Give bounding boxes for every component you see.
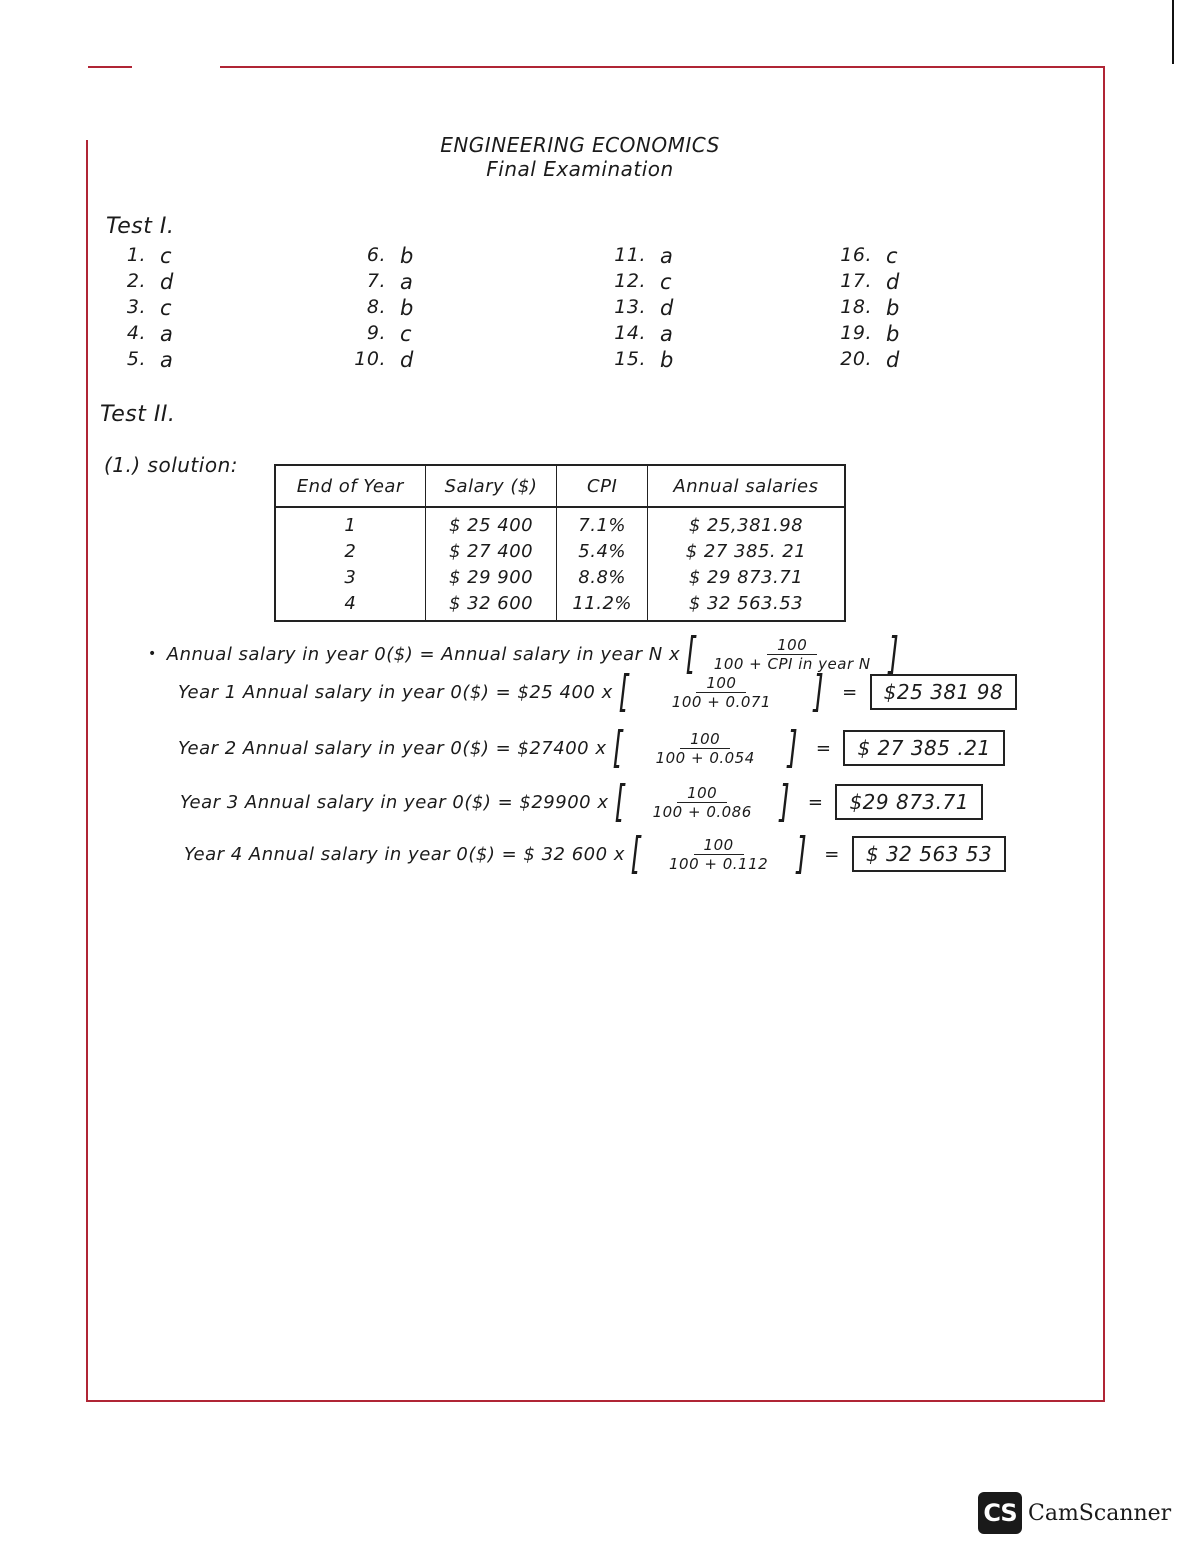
formula-fraction [704,636,881,673]
boxed-result: $25 381 98 [870,674,1018,710]
answer-item: 2. d [126,270,174,294]
left-bracket: [ [618,666,629,717]
formula-fraction [632,784,772,821]
test1-heading: Test I. [106,214,175,239]
year2-formula [178,722,1005,773]
equals-sign: = [842,681,858,703]
fraction-denominator: 100 + CPI in year N [713,654,871,673]
table-cell: 7.1% [557,507,648,538]
year4-formula [184,828,1006,879]
page-subtitle: Final Examination [486,157,674,181]
answer-item: 14. a [614,322,674,346]
year1-formula [178,666,1017,717]
fraction-denominator: 100 + 0.071 [671,692,771,711]
answer-item: 12. c [614,270,673,294]
table-cell: $ 27 385. 21 [647,538,845,564]
table-row [275,538,845,564]
table-cell: 1 [275,507,425,538]
right-bracket: ] [796,828,807,879]
boxed-result: $ 32 563 53 [852,836,1006,872]
scan-edge-line [1172,0,1174,64]
fraction-numerator: 100 [767,636,817,655]
table-cell: $ 27 400 [425,538,557,564]
answer-item: 5. a [126,348,174,372]
answer-item: 16. c [840,244,899,268]
page-border-right [1103,66,1105,1402]
answer-item: 4. a [126,322,174,346]
camscanner-logo-text: CamScanner [1028,1500,1172,1526]
right-bracket: ] [779,776,791,827]
table-cell: 11.2% [557,590,648,621]
formula-lhs: Year 2 Annual salary in year 0($) = $27400 x [178,737,607,759]
fraction-numerator: 100 [680,730,730,749]
fraction-numerator: 100 [694,836,744,855]
column-header: End of Year [275,465,425,507]
bullet-dot: • [148,646,157,662]
right-bracket: ] [787,722,799,773]
formula-lhs: Annual salary in year 0($) = Annual salary in year N x [166,643,681,665]
answer-item: 17. d [840,270,900,294]
page-border-top-left [88,66,132,68]
equals-sign: = [824,843,840,865]
table-row [275,590,845,621]
answer-column-1 [100,244,190,374]
fraction-denominator: 100 + 0.054 [655,748,755,767]
table-row [275,507,845,538]
formula-lhs: Year 4 Annual salary in year 0($) = $ 32 600 x [184,843,625,865]
answer-column-2 [340,244,430,374]
answer-item: 1. c [126,244,173,268]
answer-item: 13. d [614,296,674,320]
left-bracket: [ [685,628,697,679]
left-bracket: [ [614,776,625,827]
year3-formula [180,776,983,827]
answer-item: 20. d [840,348,900,372]
table-cell: 8.8% [557,564,648,590]
camscanner-logo-icon: CS [978,1492,1022,1534]
table-cell: $ 29 900 [425,564,557,590]
table-cell: $ 25 400 [425,507,557,538]
answer-column-4 [826,244,916,374]
formula-lhs: Year 1 Annual salary in year 0($) = $25 400 x [178,681,613,703]
left-bracket: [ [612,722,623,773]
answer-item: 11. a [614,244,674,268]
right-bracket: ] [813,666,825,717]
formula-fraction [630,730,780,767]
column-header: Salary ($) [425,465,557,507]
test2-heading: Test II. [100,402,176,427]
column-header: Annual salaries [647,465,845,507]
answer-item: 9. c [366,322,413,346]
table-cell: 3 [275,564,425,590]
answer-item: 15. b [614,348,674,372]
answer-column-3 [600,244,690,374]
page-title: ENGINEERING ECONOMICS [440,133,720,157]
answer-item: 10. d [354,348,414,372]
salary-cpi-table [274,464,846,622]
answer-item: 18. b [840,296,900,320]
equals-sign: = [815,737,832,759]
answer-item: 7. a [366,270,414,294]
fraction-numerator: 100 [677,784,727,803]
answer-item: 8. b [366,296,414,320]
camscanner-watermark [978,1492,1171,1534]
table-row [275,564,845,590]
formula-fraction [636,674,806,711]
formula-fraction [649,836,789,873]
boxed-result: $29 873.71 [835,784,983,820]
answer-item: 19. b [840,322,900,346]
answer-item: 6. b [366,244,414,268]
right-bracket: ] [888,628,899,679]
table-header-row [275,465,845,507]
table-cell: 5.4% [557,538,648,564]
answer-item: 3. c [126,296,173,320]
table-cell: $ 29 873.71 [647,564,845,590]
table-cell: $ 32 563.53 [647,590,845,621]
page-border-top [220,66,1105,68]
table-cell: 2 [275,538,425,564]
table-cell: $ 32 600 [425,590,557,621]
table-cell: $ 25,381.98 [647,507,845,538]
fraction-denominator: 100 + 0.086 [652,802,752,821]
fraction-numerator: 100 [696,674,746,693]
equals-sign: = [807,791,824,813]
fraction-denominator: 100 + 0.112 [669,854,769,873]
left-bracket: [ [630,828,642,879]
column-header: CPI [557,465,648,507]
page-border-bottom [86,1400,1105,1402]
boxed-result: $ 27 385 .21 [843,730,1004,766]
solution-label: (1.) solution: [104,453,238,477]
table-cell: 4 [275,590,425,621]
formula-lhs: Year 3 Annual salary in year 0($) = $29900 x [180,791,609,813]
page-border-left [86,140,88,1402]
